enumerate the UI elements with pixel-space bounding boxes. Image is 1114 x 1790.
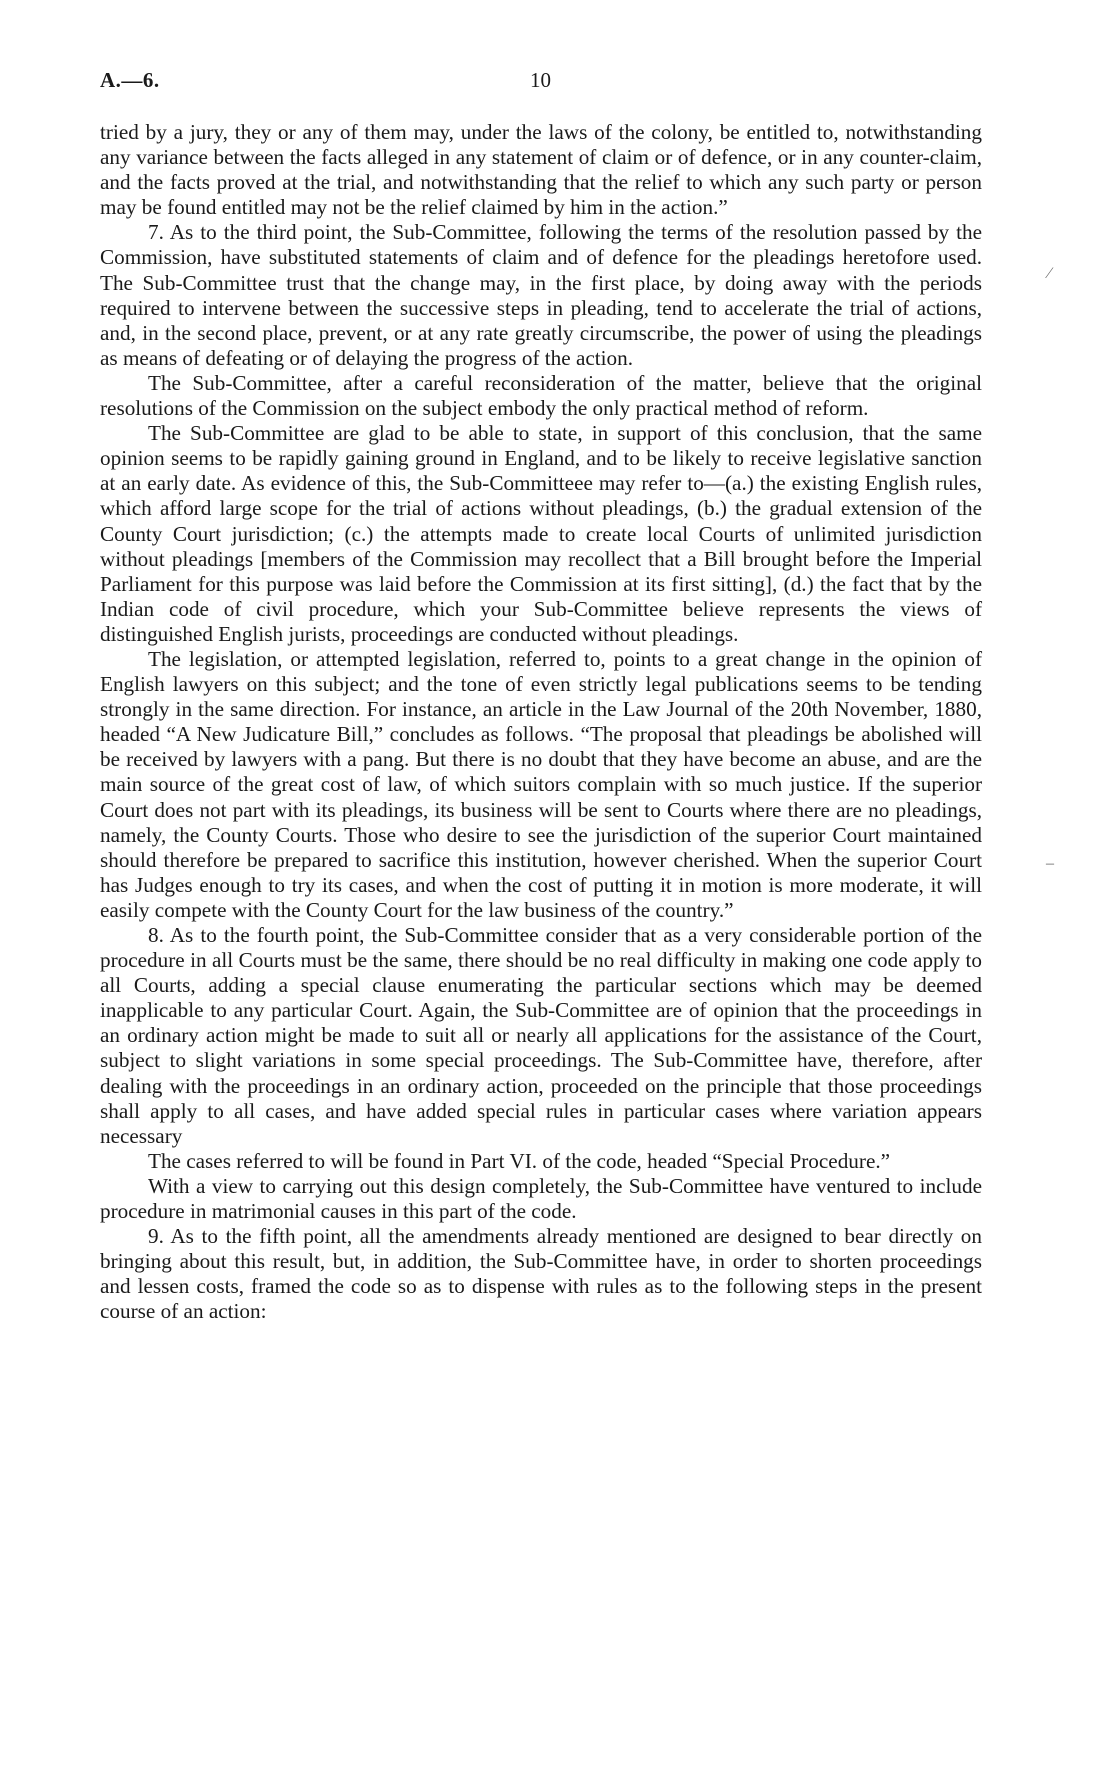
paragraph-reconsideration: The Sub-Committee, after a careful reconsideration of the matter, believe that the original resolutions of the Commission on the subject embody the only practical method of reform. [100,370,982,421]
paragraph-england-opinion: The Sub-Committee are glad to be able to state, in support of this conclusion, that the same opinion seems to be rapidly gaining ground in England, and to be likely to receive legislative sanction at an early date. As evidence of this, the Sub-Committeee may refer to—(a.) the existing English rules, which afford large scope for the trial of actions without pleadings, (b.) the gradual extension of the County Court jurisdiction; (c.) the attempts made to create local Courts of unlimited jurisdiction without pleadings [members of the Commission may recollect that a Bill brought before the Imperial Parliament for this purpose was laid before the Commission at its first sitting], (d.) the fact that by the Indian code of civil procedure, which your Sub-Committee believe represents the views of distinguished English jurists, proceedings are conducted without pleadings. [100,421,982,646]
paragraph-continuation: tried by a jury, they or any of them may, under the laws of the colony, be entitled to, notwithstanding any variance between the facts alleged in any statement of claim or of defence, or in any counter-claim, and the facts proved at the trial, and notwithstanding that the relief to which any such party or person may be found entitled may not be the relief claimed by him in the action.” [100,120,982,220]
body-text [100,120,982,1325]
margin-speck: ⁄ [1048,265,1051,282]
paragraph-matrimonial-causes: With a view to carrying out this design completely, the Sub-Committee have ventured to include procedure in matrimonial causes in this part of the code. [100,1173,982,1224]
page-header [100,68,980,98]
paragraph-7-third-point: 7. As to the third point, the Sub-Committee, following the terms of the resolution passed by the Commission, have substituted statements of claim and of defence for the pleadings heretofore used. The Sub-Committee trust that the change may, in the first place, by doing away with the periods required to intervene between the successive steps in pleading, tend to accelerate the trial of actions, and, in the second place, prevent, or at any rate greatly circumscribe, the power of using the pleadings as means of defeating or of delaying the progress of the action. [100,220,982,370]
paragraph-legislation: The legislation, or attempted legislation, referred to, points to a great change in the opinion of English lawyers on this subject; and the tone of even strictly legal publications seems to be tending strongly in the same direction. For instance, an article in the Law Journal of the 20th November, 1880, headed “A New Judicature Bill,” concludes as follows. “The proposal that pleadings be abolished will be received by lawyers with a pang. But there is no doubt that they have become an abuse, and are the main source of the great cost of law, of which suitors complain with so much justice. If the superior Court does not part with its pleadings, its business will be sent to Courts where there are no pleadings, namely, the County Courts. Those who desire to see the jurisdiction of the superior Court maintained should therefore be prepared to sacrifice this institution, however cherished. When the superior Court has Judges enough to try its cases, and when the cost of putting it in motion is more moderate, it will easily compete with the County Court for the law business of the country.” [100,646,982,922]
margin-speck: – [1046,855,1054,872]
paragraph-8-fourth-point: 8. As to the fourth point, the Sub-Committee consider that as a very considerable portion of the procedure in all Courts must be the same, there should be no real difficulty in making one code apply to all Courts, adding a special clause enumerating the particular sections which may be deemed inapplicable to any particular Court. Again, the Sub-Committee are of opinion that the proceedings in an ordinary action might be made to suit all or nearly all applications for the assistance of the Court, subject to slight variations in some special proceedings. The Sub-Committee have, therefore, after dealing with the proceedings in an ordinary action, proceeded on the principle that those proceedings shall apply to all cases, and have added special rules in particular cases where variation appears necessary [100,923,982,1148]
paragraph-special-procedure: The cases referred to will be found in Part VI. of the code, headed “Special Procedure.” [148,1148,891,1173]
paragraph-9-fifth-point: 9. As to the fifth point, all the amendments already mentioned are designed to bear directly on bringing about this result, but, in addition, the Sub-Committee have, in order to shorten proceedings and lessen costs, framed the code so as to dispense with rules as to the following steps in the present course of an action: [100,1224,982,1324]
page-number: 10 [530,68,551,92]
document-reference: A.—6. [100,68,160,92]
